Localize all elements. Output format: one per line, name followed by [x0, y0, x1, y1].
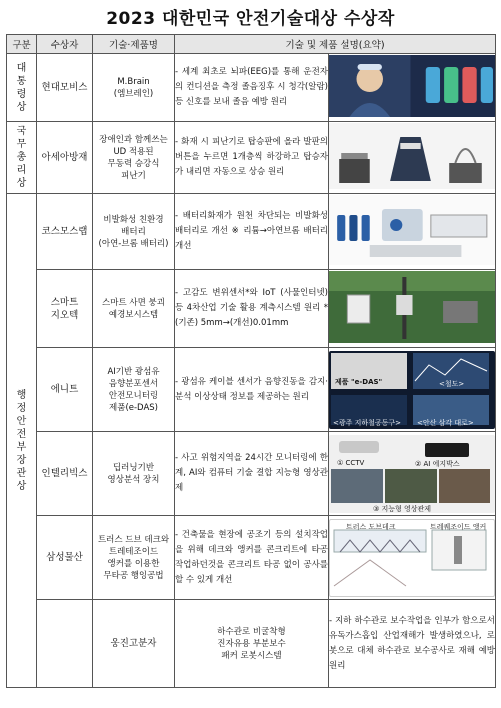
- awardee: 에니트: [37, 348, 93, 432]
- product-image: [329, 270, 496, 348]
- product-image: [329, 54, 496, 122]
- page-title: 2023 대한민국 안전기술대상 수상작: [106, 9, 395, 29]
- driver-eeg-image: [329, 55, 495, 117]
- description: - 지하 하수관로 보수작업을 인부가 함으로서 유독가스흡입 산업재해가 발생하였으나, 로봇으로 대체 하수관로 보수공사로 재해 예방 원리: [329, 600, 496, 688]
- awardee: 인텔리빅스: [37, 432, 93, 516]
- table-row: [7, 270, 496, 348]
- evacuation-lift-image: [329, 123, 495, 189]
- awardee: 현대모비스: [37, 54, 93, 122]
- awardee: 스마트 지오텍: [37, 270, 93, 348]
- slope-sensor-image: [329, 271, 495, 343]
- tech-name: 비발화성 친환경 배터리 (아연-브롬 배터리): [93, 194, 175, 270]
- header-desc: 기술 및 제품 설명(요약): [175, 35, 496, 54]
- deck-anchor-diagram: 트러스 도브데크 트레퀘조이드 앵커: [329, 519, 495, 597]
- description: - 사고 위험지역을 24시간 모니터링에 한계, AI와 컴퓨터 기술 결합 지능형 영상관제: [175, 432, 329, 516]
- awardee: 아세아방재: [37, 122, 93, 194]
- table-row: [7, 432, 496, 516]
- tech-name: 스마트 사면 붕괴 예경보시스템: [93, 270, 175, 348]
- cctv-ai-image: ① CCTV ② AI 에지박스 ③ 지능형 영상관제: [329, 435, 495, 513]
- award-table: [6, 34, 496, 688]
- product-image: [329, 516, 496, 600]
- table-row: [7, 600, 496, 688]
- description: - 세계 최초로 뇌파(EEG)를 통해 운전자의 컨디션을 측정 졸음징후 시 청각(알람) 등 신호를 보내 졸음 예방 원리: [175, 54, 329, 122]
- header-category: 구분: [7, 35, 37, 54]
- table-header-row: [7, 35, 496, 54]
- description: - 고감도 변위센서*와 IoT (사물인터넷) 등 4차산업 기술 활용 계측시스템 원리 *(기존) 5mm→(개선)0.01mm: [175, 270, 329, 348]
- awardee: 삼성물산: [37, 516, 93, 600]
- awardee: 코스모스랩: [37, 194, 93, 270]
- product-image: [329, 348, 496, 432]
- tech-name: 딥러닝기반 영상분석 장치: [93, 432, 175, 516]
- product-image: [329, 122, 496, 194]
- tech-name: AI기반 광섬유 음향분포센서 안전모니터링 제품(e-DAS): [93, 348, 175, 432]
- description: - 건축물을 현장에 공조기 등의 설치작업을 위해 데크와 앵커를 콘크리트에 타공 작업하던것을 콘크리트 타공 없이 공사를 할 수 있게 개선: [175, 516, 329, 600]
- tech-name: 장애인과 함께쓰는 UD 적용된 무동력 승강식 피난기: [93, 122, 175, 194]
- product-image: [329, 194, 496, 270]
- category-prime-minister: 국 무 총 리 상: [7, 122, 37, 194]
- table-row: [7, 516, 496, 600]
- product-image: [329, 432, 496, 516]
- description: - 화재 시 피난기로 탑승판에 올라 발판의 버튼을 누르면 1개층씩 하강하고 탑승자가 내리면 자동으로 상승 원리: [175, 122, 329, 194]
- tech-name: 하수관로 비굴착형 진자유용 부분보수 패커 로봇시스템: [175, 600, 329, 688]
- header-tech: 기술·제품명: [93, 35, 175, 54]
- battery-image: [329, 195, 495, 265]
- category-blank: [37, 600, 93, 688]
- tech-name: M.Brain (엠브레인): [93, 54, 175, 122]
- awardee: 웅진고분자: [93, 600, 175, 688]
- table-row: [7, 348, 496, 432]
- table-row: [7, 122, 496, 194]
- description: - 광섬유 케이블 센서가 음향진동을 감지·분석 이상상태 정보를 제공하는 원리: [175, 348, 329, 432]
- category-minister: 행 정 안 전 부 장 관 상: [7, 194, 37, 688]
- table-row: [7, 54, 496, 122]
- category-presidential: 대 통 령 상: [7, 54, 37, 122]
- edas-monitoring-image: 제품 "e-DAS" <철도> <광주 지하철공동구> <안산 삼각 대로>: [329, 351, 495, 429]
- table-row: [7, 194, 496, 270]
- description: - 배터리화재가 원천 차단되는 비발화성 배터리로 개선 ※ 리튬→아연브롬 배터리 개선: [175, 194, 329, 270]
- header-awardee: 수상자: [37, 35, 93, 54]
- tech-name: 트러스 드브 데크와 트레테조이드 앵커를 이용한 무타공 행잉공법: [93, 516, 175, 600]
